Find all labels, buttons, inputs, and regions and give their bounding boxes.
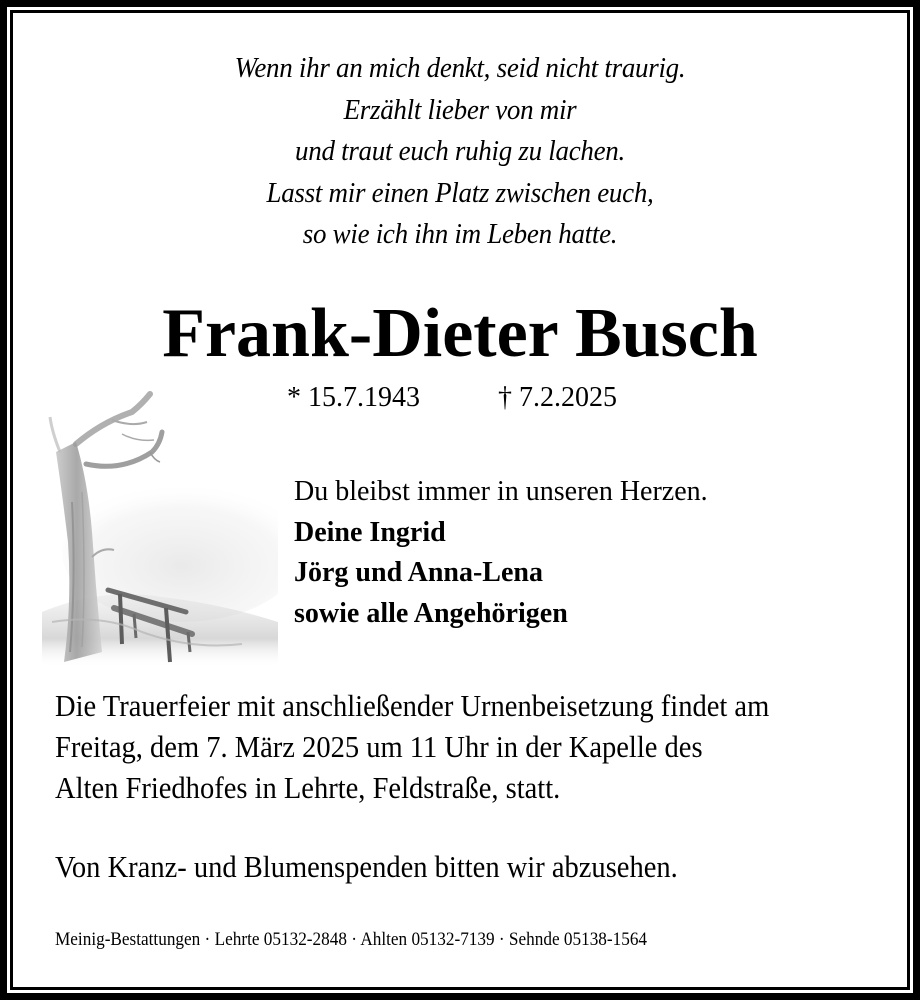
funeral-home-footer: Meinig-Bestattungen · Lehrte 05132-2848 · Ahlten 05132-7139 · Sehnde 05138-1564 [55, 930, 648, 950]
service-line: Die Trauerfeier mit anschließender Urnenbeisetzung findet am [55, 689, 770, 723]
signature-intro: Du bleibst immer in unseren Herzen. [294, 476, 708, 507]
poem-line: Erzählt lieber von mir [343, 93, 577, 126]
death-date: † 7.2.2025 [498, 382, 617, 413]
poem [32, 48, 888, 256]
signature-block [294, 472, 708, 634]
mourner-name: Deine Ingrid [294, 516, 446, 548]
deceased-name: Frank-Dieter Busch [162, 295, 758, 372]
mourner-name: sowie alle Angehörigen [294, 597, 568, 629]
service-line: Alten Friedhofes in Lehrte, Feldstraße, statt. [55, 771, 561, 805]
service-line: Freitag, dem 7. März 2025 um 11 Uhr in der Kapelle des [55, 730, 703, 764]
poem-line: so wie ich ihn im Leben hatte. [302, 218, 618, 250]
birth-date: * 15.7.1943 [287, 382, 420, 413]
tree-bench-sketch-icon [42, 382, 278, 668]
flowers-note: Von Kranz- und Blumenspenden bitten wir abzusehen. [55, 850, 678, 884]
mourner-name: Jörg und Anna-Lena [294, 557, 543, 588]
poem-line: Lasst mir einen Platz zwischen euch, [266, 176, 654, 209]
poem-line: und traut euch ruhig zu lachen. [295, 135, 625, 167]
poem-line: Wenn ihr an mich denkt, seid nicht traurig. [234, 52, 686, 84]
service-details [55, 686, 769, 809]
